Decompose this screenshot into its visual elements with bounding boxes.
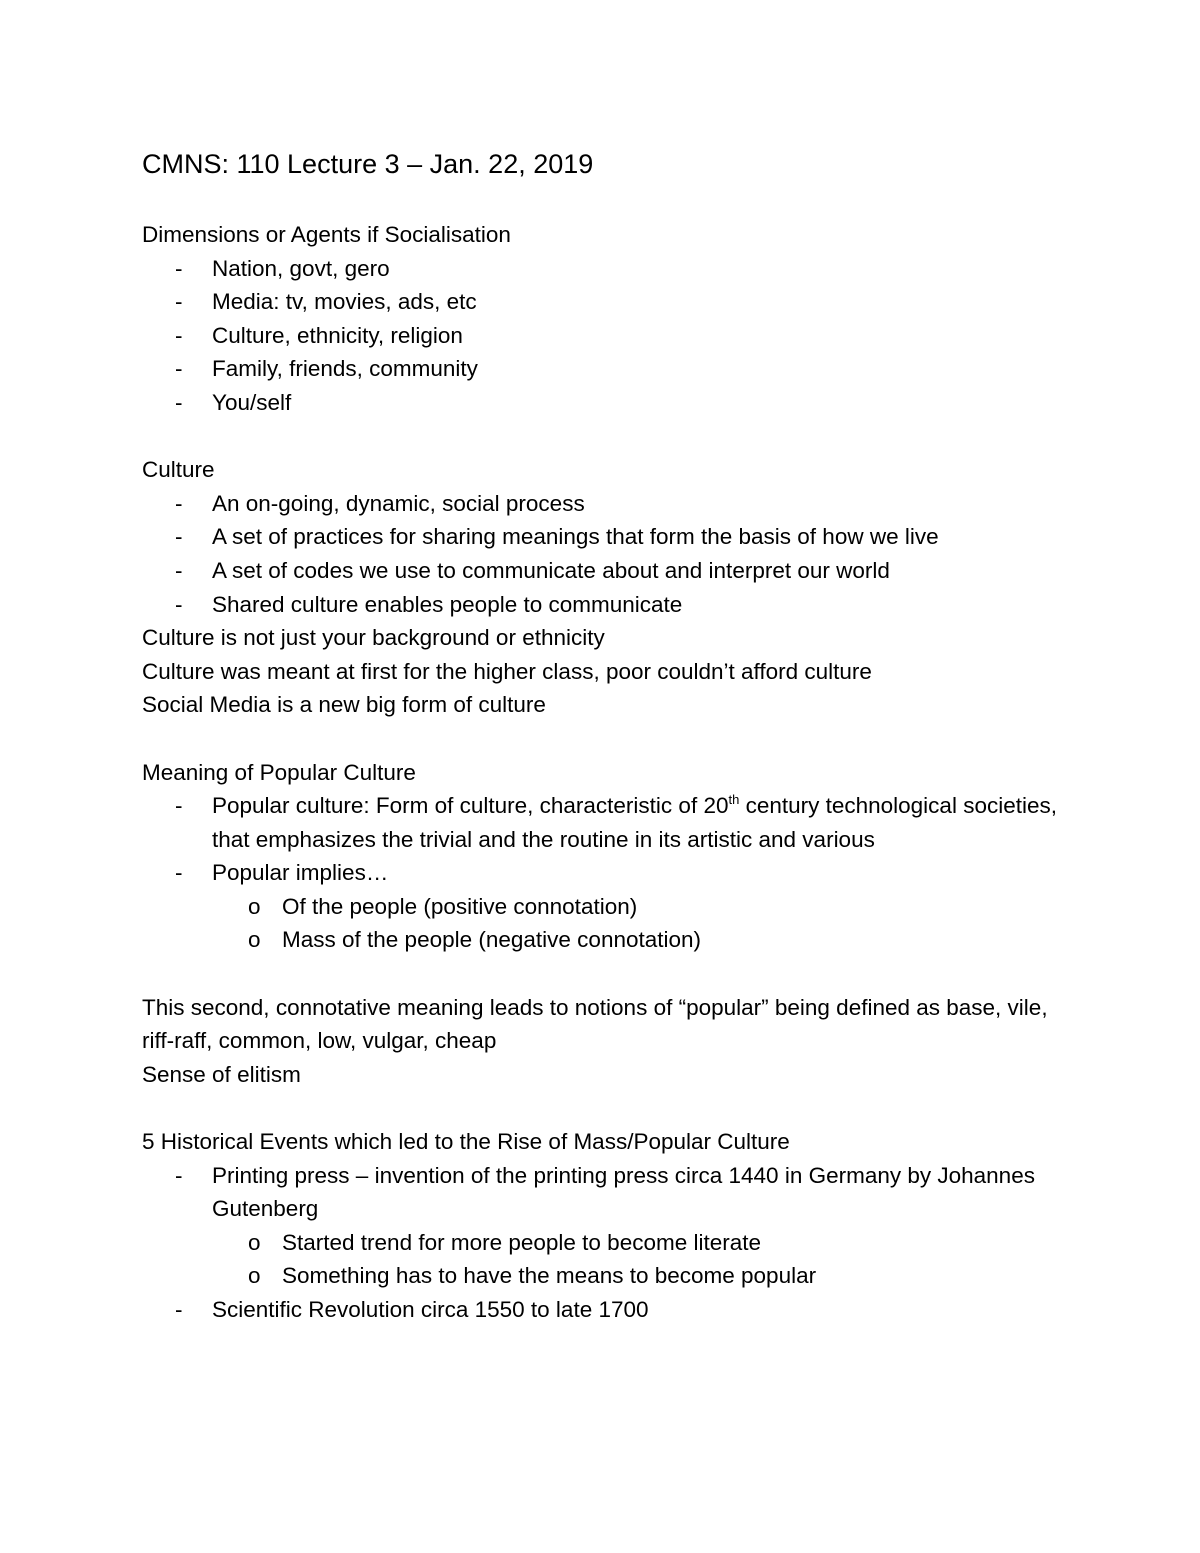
text-run: Popular culture: Form of culture, characteristic of 20 (212, 793, 729, 819)
dash-bullet: - (175, 1162, 183, 1188)
spacer (142, 1091, 1072, 1125)
list-item-text: Scientific Revolution circa 1550 to late 1700 (212, 1297, 649, 1322)
circle-bullet: o (248, 893, 261, 919)
sub-list-item (212, 890, 1072, 924)
culture-heading: Culture (142, 457, 215, 483)
agents-heading: Dimensions or Agents if Socialisation (142, 222, 511, 247)
popular-culture-list (142, 789, 1072, 957)
circle-bullet: o (248, 1229, 261, 1255)
dash-bullet: - (175, 524, 183, 550)
agents-list (142, 252, 1072, 420)
list-item-text: Shared culture enables people to communicate (212, 591, 683, 617)
list-item-text: A set of codes we use to communicate about and interpret our world (212, 557, 890, 583)
list-item (142, 487, 1072, 521)
spacer (142, 957, 1072, 991)
document-page (142, 146, 1072, 1327)
historical-events-list (142, 1159, 1072, 1327)
list-item (142, 1159, 1072, 1293)
list-item (142, 856, 1072, 957)
connotation-paragraph: This second, connotative meaning leads to notions of “popular” being defined as base, vile, riff-raff, common, low, vulgar, cheap (142, 994, 1048, 1054)
culture-note: Culture is not just your background or ethnicity (142, 625, 605, 651)
list-item (142, 554, 1072, 588)
dash-bullet: - (175, 322, 183, 348)
dash-bullet: - (175, 860, 183, 886)
list-item (142, 520, 1072, 554)
list-item (142, 386, 1072, 420)
list-item (142, 1293, 1072, 1327)
dash-bullet: - (175, 591, 183, 617)
dash-bullet: - (175, 289, 183, 315)
sub-list (212, 890, 1072, 957)
spacer (142, 420, 1072, 454)
dash-bullet: - (175, 557, 183, 583)
spacer (142, 722, 1072, 756)
culture-note: Social Media is a new big form of culture (142, 692, 546, 718)
circle-bullet: o (248, 1263, 261, 1289)
sub-list-item-text: Of the people (positive connotation) (282, 893, 638, 919)
list-item (142, 319, 1072, 353)
sub-list-item (212, 923, 1072, 957)
list-item-text (212, 793, 1057, 852)
dash-bullet: - (175, 255, 183, 281)
dash-bullet: - (175, 793, 183, 819)
historical-events-heading: 5 Historical Events which led to the Rise of Mass/Popular Culture (142, 1129, 790, 1155)
list-item (142, 352, 1072, 386)
list-item-text: Printing press – invention of the printing press circa 1440 in Germany by Johannes Gutenberg (212, 1162, 1035, 1222)
sub-list (212, 1226, 1072, 1293)
list-item (142, 588, 1072, 622)
list-item-text: Family, friends, community (212, 356, 478, 382)
list-item-text: Culture, ethnicity, religion (212, 322, 463, 348)
list-item-text: An on-going, dynamic, social process (212, 490, 585, 516)
elitism-note: Sense of elitism (142, 1061, 301, 1087)
list-item (142, 789, 1072, 856)
list-item-text: Nation, govt, gero (212, 255, 390, 281)
popular-culture-heading: Meaning of Popular Culture (142, 759, 416, 785)
culture-note: Culture was meant at first for the higher class, poor couldn’t afford culture (142, 658, 872, 684)
list-item-text: Media: tv, movies, ads, etc (212, 289, 477, 315)
dash-bullet: - (175, 356, 183, 382)
dash-bullet: - (175, 490, 183, 516)
dash-bullet: - (175, 389, 183, 415)
text-run: century technological societies, that emphasizes the trivial and the routine in its artistic and various (212, 793, 1057, 852)
list-item-text: A set of practices for sharing meanings that form the basis of how we live (212, 524, 939, 550)
list-item (142, 252, 1072, 286)
culture-list (142, 487, 1072, 621)
dash-bullet: - (175, 1297, 183, 1322)
sub-list-item-text: Mass of the people (negative connotation) (282, 927, 702, 953)
list-item-text: Popular implies… (212, 860, 389, 886)
sub-list-item (212, 1259, 1072, 1293)
sub-list-item (212, 1226, 1072, 1260)
list-item-text: You/self (212, 389, 292, 415)
circle-bullet: o (248, 927, 261, 953)
lecture-title: CMNS: 110 Lecture 3 – Jan. 22, 2019 (142, 149, 594, 179)
sub-list-item-text: Started trend for more people to become literate (282, 1229, 762, 1255)
superscript: th (728, 792, 740, 808)
sub-list-item-text: Something has to have the means to become popular (282, 1263, 817, 1289)
list-item (142, 285, 1072, 319)
